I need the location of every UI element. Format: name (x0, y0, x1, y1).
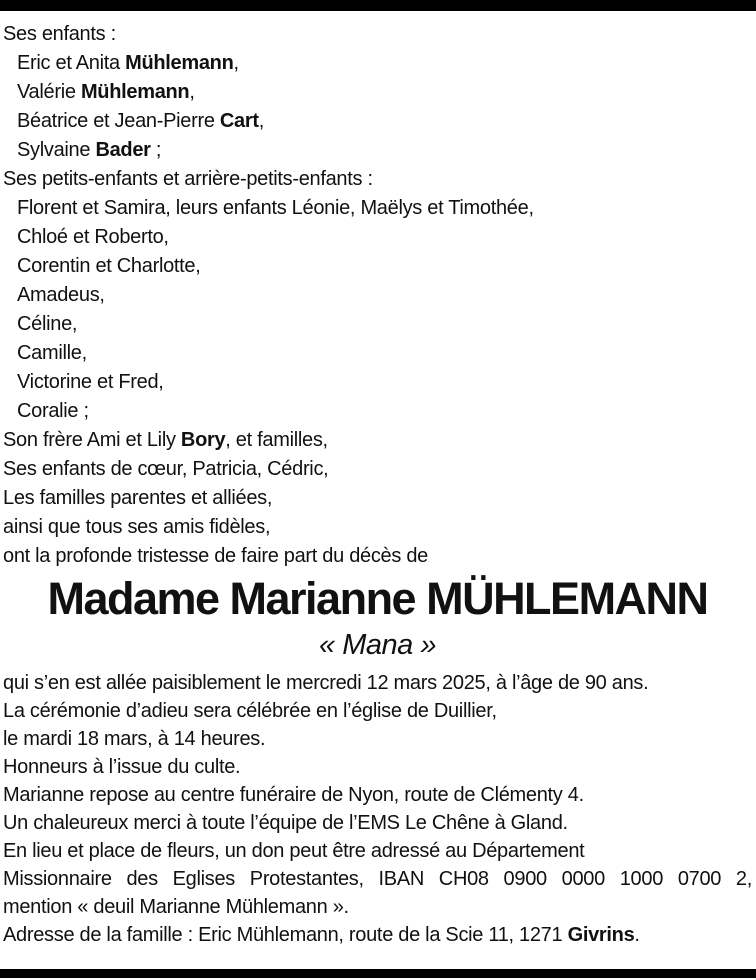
detail-line: Un chaleureux merci à toute l’équipe de l’EMS Le Chêne à Gland. (3, 812, 568, 834)
family-line: Valérie Mühlemann, (17, 81, 195, 103)
family-line: Sylvaine Bader ; (17, 139, 162, 161)
detail-line-family-address: Adresse de la famille : Eric Mühlemann, route de la Scie 11, 1271 Givrins. (3, 924, 640, 946)
detail-line: qui s’en est allée paisiblement le mercredi 12 mars 2025, à l’âge de 90 ans. (3, 672, 649, 694)
detail-line: Honneurs à l’issue du culte. (3, 756, 241, 778)
family-line: Son frère Ami et Lily Bory, et familles, (3, 429, 328, 451)
family-line: Béatrice et Jean-Pierre Cart, (17, 110, 264, 132)
detail-line-iban: Missionnaire des Eglises Protestantes, IBAN CH08 0900 0000 1000 0700 2, (3, 868, 752, 890)
family-line: Céline, (17, 313, 78, 335)
family-line: Amadeus, (17, 284, 105, 306)
detail-line: En lieu et place de fleurs, un don peut être adressé au Département (3, 840, 585, 862)
family-line: Les familles parentes et alliées, (3, 487, 273, 509)
family-list (3, 20, 752, 571)
detail-line: La cérémonie d’adieu sera célébrée en l’église de Duillier, (3, 700, 497, 722)
family-line: Camille, (17, 342, 87, 364)
family-line: Eric et Anita Mühlemann, (17, 52, 239, 74)
family-line: ainsi que tous ses amis fidèles, (3, 516, 271, 538)
detail-line: Marianne repose au centre funéraire de Nyon, route de Clémenty 4. (3, 784, 584, 806)
family-line: Ses petits-enfants et arrière-petits-enfants : (3, 168, 373, 190)
family-line: ont la profonde tristesse de faire part du décès de (3, 545, 428, 567)
bottom-border-rule (0, 969, 756, 978)
notice-content (0, 11, 756, 949)
family-line: Corentin et Charlotte, (17, 255, 201, 277)
family-line: Ses enfants : (3, 23, 116, 45)
detail-line: le mardi 18 mars, à 14 heures. (3, 728, 266, 750)
top-border-rule (0, 0, 756, 11)
family-line: Ses enfants de cœur, Patricia, Cédric, (3, 458, 329, 480)
family-line: Chloé et Roberto, (17, 226, 169, 248)
family-line: Coralie ; (17, 400, 89, 422)
family-line: Victorine et Fred, (17, 371, 164, 393)
deceased-name: Madame Marianne MÜHLEMANN (47, 573, 708, 624)
ceremony-details (3, 669, 752, 949)
family-line: Florent et Samira, leurs enfants Léonie, Maëlys et Timothée, (17, 197, 534, 219)
detail-line: mention « deuil Marianne Mühlemann ». (3, 896, 349, 918)
deceased-nickname: « Mana » (319, 629, 436, 661)
